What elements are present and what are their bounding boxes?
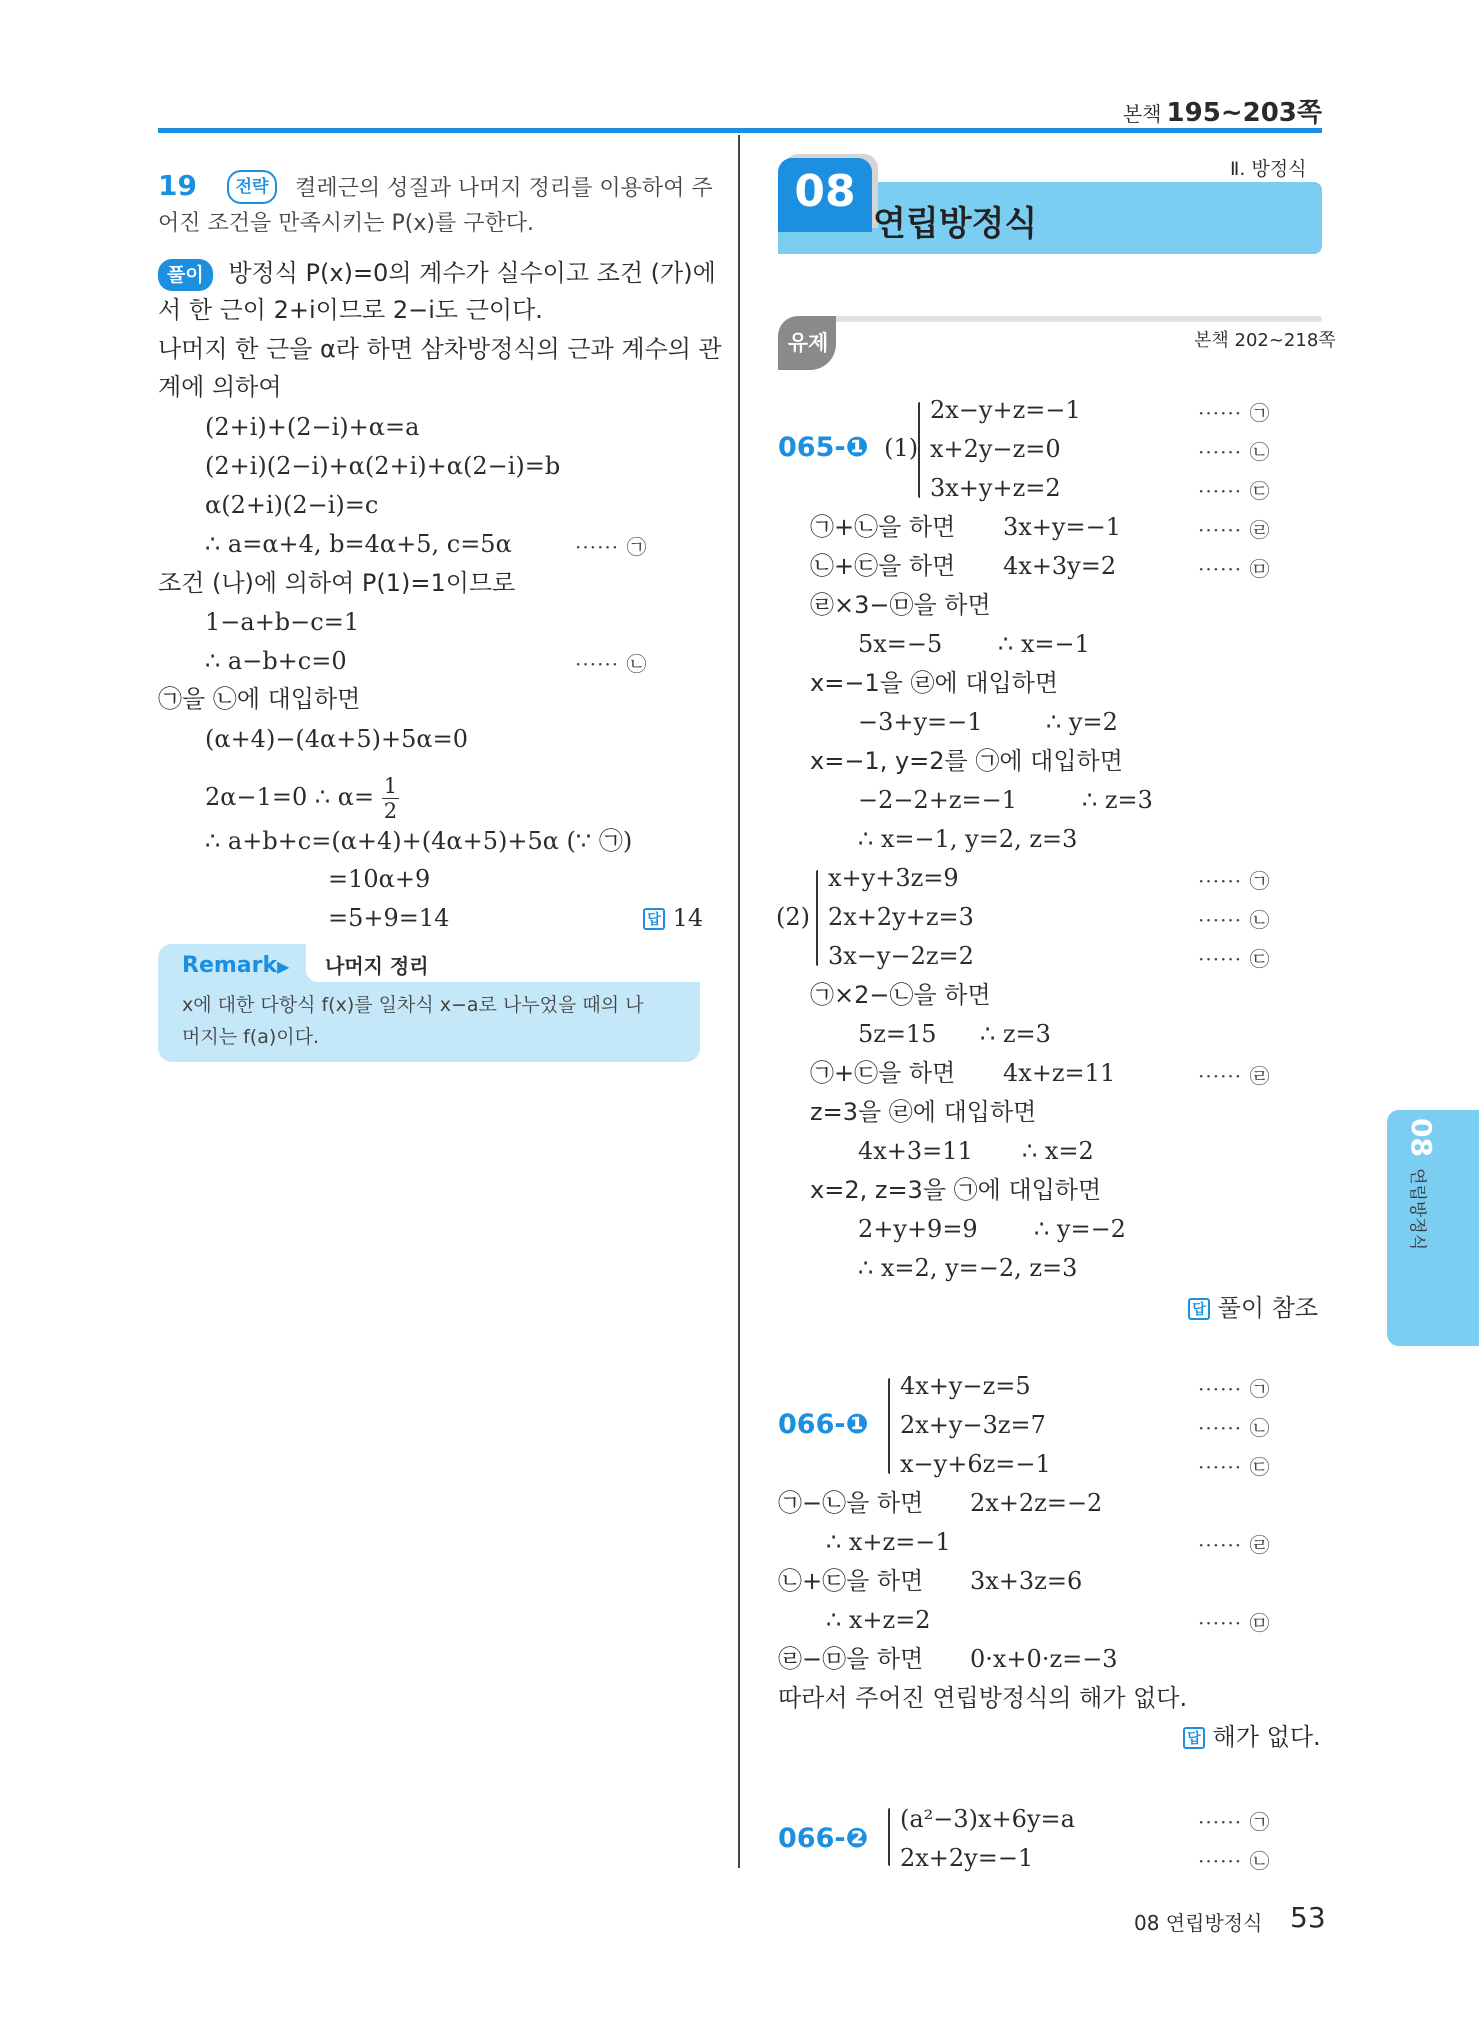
- brace-sys2: [816, 870, 818, 966]
- sys2-tag2: ······ ㉡: [1198, 908, 1271, 932]
- eq-abc-in-alpha: ∴ a=α+4, b=4α+5, c=5α: [205, 530, 512, 558]
- step1-5: x=−1을 ㉣에 대입하면: [810, 669, 1059, 697]
- part-label: Ⅱ. 방정식: [1230, 158, 1307, 180]
- strategy-text-1: 켤레근의 성질과 나머지 정리를 이용하여 주: [295, 176, 713, 201]
- sys4-eq1: (a²−3)x+6y=a: [900, 1805, 1075, 1833]
- conclusion: 따라서 주어진 연립방정식의 해가 없다.: [778, 1684, 1188, 1712]
- sys1-eq2: x+2y−z=0: [930, 435, 1061, 463]
- sys3-tag3: ······ ㉢: [1198, 1455, 1271, 1479]
- step1-1: ㉠+㉡을 하면: [810, 513, 956, 541]
- step3-2: ∴ x+z=−1: [826, 1528, 951, 1556]
- step2-3: ㉠+㉢을 하면: [810, 1059, 956, 1087]
- step1-8: −2−2+z=−1: [858, 786, 1017, 814]
- type-ref: 본책 202~218쪽: [1194, 330, 1336, 351]
- sys3-tag2: ······ ㉡: [1198, 1416, 1271, 1440]
- problem-066-1-label: 066-❶: [778, 1409, 869, 1440]
- step1-9: ∴ x=−1, y=2, z=3: [858, 825, 1078, 853]
- step2-6: x=2, z=3을 ㉠에 대입하면: [810, 1176, 1102, 1204]
- sys2-eq3: 3x−y−2z=2: [828, 942, 974, 970]
- answer-065: 답 풀이 참조: [1188, 1293, 1318, 1323]
- footer-chapter: 08 연립방정식: [1134, 1911, 1263, 1935]
- sys1-tag3: ······ ㉢: [1198, 479, 1271, 503]
- eq-p1: 1−a+b−c=1: [205, 608, 360, 636]
- condition-b-line: 조건 (나)에 의하여 P(1)=1이므로: [158, 569, 516, 597]
- side-tab-title: 연립방정식: [1407, 1168, 1427, 1251]
- step2-3-tag: ······ ㉣: [1198, 1064, 1271, 1088]
- solution-line-1: 풀이 방정식 P(x)=0의 계수가 실수이고 조건 (가)에: [158, 258, 716, 291]
- chapter-title: 연립방정식: [873, 204, 1038, 244]
- type-badge-label: 유제: [787, 331, 829, 355]
- eq-product-roots: α(2+i)(2−i)=c: [205, 491, 379, 519]
- sys2-tag3: ······ ㉢: [1198, 947, 1271, 971]
- step3-5: ㉣−㉤을 하면: [778, 1645, 924, 1673]
- problem-065-1-label: 065-❶ (1): [778, 432, 919, 463]
- eq-sum-abc: ∴ a+b+c=(α+4)+(4α+5)+5α (∵ ㉠): [205, 827, 633, 855]
- step2-7: 2+y+9=9: [858, 1215, 978, 1243]
- step2-1: ㉠×2−㉡을 하면: [810, 981, 991, 1009]
- sys3-tag1: ······ ㉠: [1198, 1377, 1271, 1401]
- step1-2-tag: ······ ㉤: [1198, 557, 1271, 581]
- sys2-eq2: 2x+2y+z=3: [828, 903, 974, 931]
- answer-icon: 답: [1188, 1298, 1210, 1320]
- brace-sys3: [888, 1378, 890, 1474]
- step1-6: −3+y=−1: [858, 708, 983, 736]
- sys3-eq1: 4x+y−z=5: [900, 1372, 1031, 1400]
- step1-3: ㉣×3−㉤을 하면: [810, 591, 991, 619]
- problem-065-1-sub2: (2): [776, 903, 810, 931]
- step2-2: 5z=15: [858, 1020, 937, 1048]
- sys1-eq3: 3x+y+z=2: [930, 474, 1061, 502]
- step3-4-tag: ······ ㉤: [1198, 1611, 1271, 1635]
- solution-line-2: 서 한 근이 2+i이므로 2−i도 근이다.: [158, 296, 543, 324]
- step1-2-eq: 4x+3y=2: [1003, 552, 1117, 580]
- answer-066: 답 해가 없다.: [1183, 1722, 1321, 1752]
- eq-sum-abc-2: =10α+9: [328, 865, 431, 893]
- eq-pair-products: (2+i)(2−i)+α(2+i)+α(2−i)=b: [205, 452, 561, 480]
- problem-19-header: [158, 170, 713, 204]
- header-ref-pages: 195~203쪽: [1166, 98, 1322, 128]
- problem-066-2-label: 066-❷: [778, 1823, 869, 1854]
- step2-2-b: ∴ z=3: [980, 1020, 1051, 1048]
- sys4-tag1: ······ ㉠: [1198, 1810, 1271, 1834]
- answer-icon: 답: [643, 908, 665, 930]
- sys1-tag1: ······ ㉠: [1198, 401, 1271, 425]
- remark-line-1: x에 대한 다항식 f(x)를 일차식 x−a로 나누었을 때의 나: [182, 994, 644, 1016]
- sys1-tag2: ······ ㉡: [1198, 440, 1271, 464]
- step3-5-eq: 0·x+0·z=−3: [970, 1645, 1118, 1673]
- step3-4: ∴ x+z=2: [826, 1606, 931, 1634]
- eq-sum-roots: (2+i)+(2−i)+α=a: [205, 413, 420, 441]
- step3-3: ㉡+㉢을 하면: [778, 1567, 924, 1595]
- step2-5: 4x+3=11: [858, 1137, 973, 1165]
- step1-4: 5x=−5: [858, 630, 943, 658]
- solution-line-3: 나머지 한 근을 α라 하면 삼차방정식의 근과 계수의 관: [158, 335, 722, 363]
- tag-1: ······ ㉠: [575, 535, 648, 559]
- sys1-eq1: 2x−y+z=−1: [930, 396, 1081, 424]
- step1-7: x=−1, y=2를 ㉠에 대입하면: [810, 747, 1123, 775]
- step2-8: ∴ x=2, y=−2, z=3: [858, 1254, 1078, 1282]
- brace-sys1: [918, 402, 920, 498]
- sys3-eq2: 2x+y−3z=7: [900, 1411, 1046, 1439]
- step2-3-eq: 4x+z=11: [1003, 1059, 1116, 1087]
- step3-3-eq: 3x+3z=6: [970, 1567, 1083, 1595]
- page-number: 53: [1290, 1901, 1326, 1934]
- header-rule: [158, 128, 1322, 133]
- tag-2: ······ ㉡: [575, 652, 648, 676]
- step1-8-b: ∴ z=3: [1082, 786, 1153, 814]
- triangle-right-icon: ▶: [277, 957, 290, 976]
- solution-badge: 풀이: [158, 259, 213, 291]
- eq-substituted: (α+4)−(4α+5)+5α=0: [205, 725, 468, 753]
- remark-line-2: 머지는 f(a)이다.: [182, 1026, 320, 1048]
- strategy-badge: 전략: [227, 170, 278, 204]
- step1-4-b: ∴ x=−1: [998, 630, 1090, 658]
- sys4-tag2: ······ ㉡: [1198, 1849, 1271, 1873]
- brace-sys4: [888, 1808, 890, 1866]
- fraction-half: $\frac{1}{2}$: [383, 774, 398, 823]
- header-ref-prefix: 본책: [1122, 102, 1162, 126]
- remark-title: Remark▶: [182, 953, 290, 978]
- answer-19: 답 14: [643, 903, 703, 933]
- solution-line-4: 계에 의하여: [158, 373, 282, 401]
- sys2-tag1: ······ ㉠: [1198, 869, 1271, 893]
- step3-1: ㉠−㉡을 하면: [778, 1489, 924, 1517]
- eq-sum-abc-3: =5+9=14: [328, 904, 450, 932]
- step3-1-eq: 2x+2z=−2: [970, 1489, 1103, 1517]
- step1-2: ㉡+㉢을 하면: [810, 552, 956, 580]
- sys3-eq3: x−y+6z=−1: [900, 1450, 1051, 1478]
- step1-6-b: ∴ y=2: [1046, 708, 1118, 736]
- answer-icon: 답: [1183, 1727, 1205, 1749]
- strategy-text-2: 어진 조건을 만족시키는 P(x)를 구한다.: [158, 211, 534, 236]
- problem-number: 19: [158, 169, 197, 202]
- substitute-line: ㉠을 ㉡에 대입하면: [158, 685, 361, 713]
- side-tab-number: 08: [1405, 1118, 1438, 1157]
- remark-subtitle: 나머지 정리: [325, 954, 429, 978]
- column-divider: [738, 135, 740, 1868]
- sys2-eq1: x+y+3z=9: [828, 864, 959, 892]
- type-strip: [810, 316, 1322, 322]
- step2-4: z=3을 ㉣에 대입하면: [810, 1098, 1037, 1126]
- eq-alpha-solve: 2α−1=0 ∴ α= $\frac{1}{2}$: [205, 774, 398, 823]
- step2-5-b: ∴ x=2: [1022, 1137, 1094, 1165]
- step1-1-eq: 3x+y=−1: [1003, 513, 1121, 541]
- step2-7-b: ∴ y=−2: [1034, 1215, 1126, 1243]
- sys4-eq2: 2x+2y=−1: [900, 1844, 1034, 1872]
- step1-1-tag: ······ ㉣: [1198, 518, 1271, 542]
- eq-a-b-c: ∴ a−b+c=0: [205, 647, 347, 675]
- chapter-number: 08: [794, 166, 856, 217]
- page-header: [1123, 92, 1322, 129]
- step3-2-tag: ······ ㉣: [1198, 1533, 1271, 1557]
